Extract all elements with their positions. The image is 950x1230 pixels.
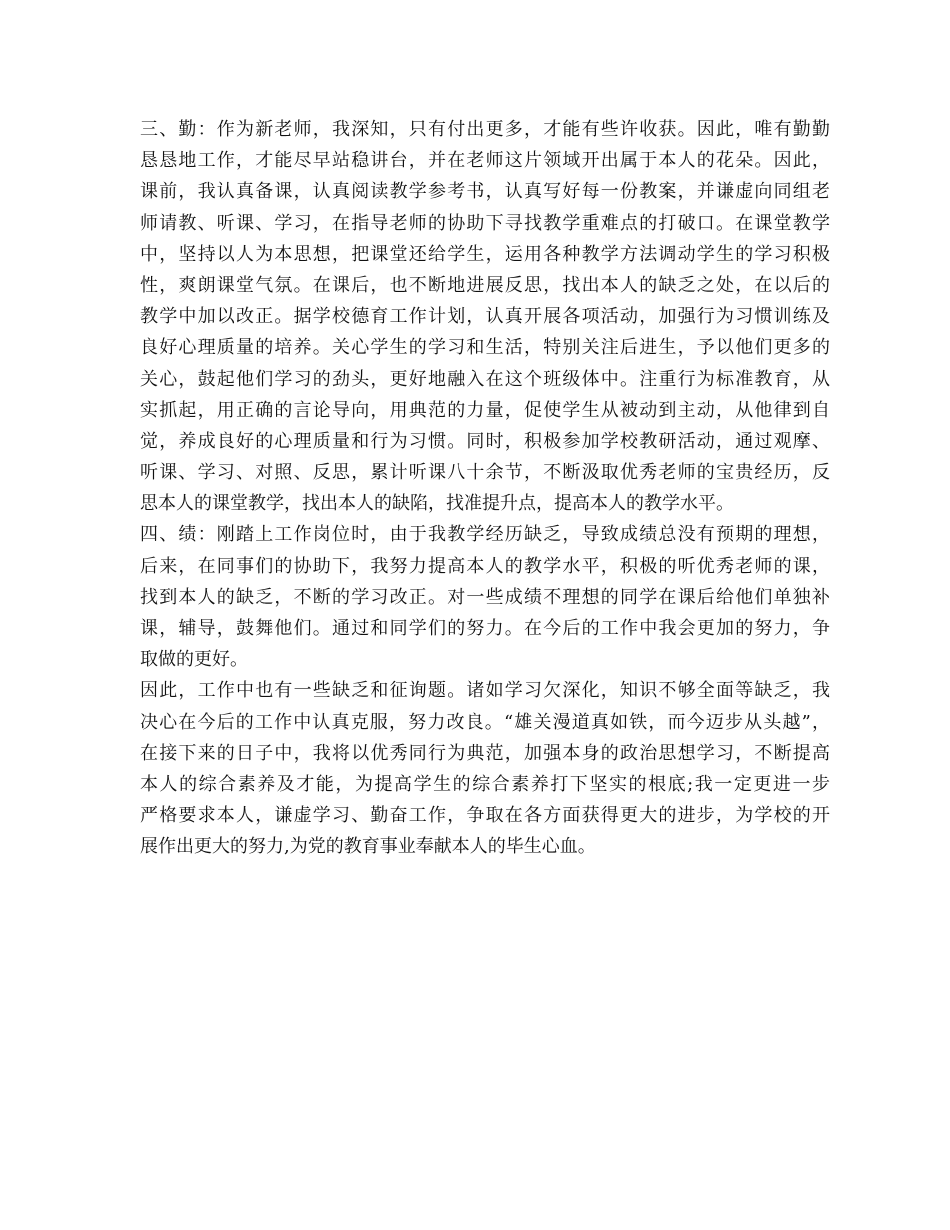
text-line: 良好心理质量的培养。关心学生的学习和生活，特别关注后进生，予以他们更多的 [140, 337, 830, 359]
text-line: 后来，在同事们的协助下，我努力提高本人的教学水平，积极的听优秀老师的课， [140, 555, 830, 577]
text-line: 恳恳地工作，才能尽早站稳讲台，并在老师这片领域开出属于本人的花朵。因此， [140, 150, 830, 172]
text-line: 本人的综合素养及才能，为提高学生的综合素养打下坚实的根底;我一定更进一步 [140, 773, 830, 795]
text-line: 在接下来的日子中，我将以优秀同行为典范，加强本身的政治思想学习，不断提高 [140, 742, 830, 764]
text-line: 课前，我认真备课，认真阅读教学参考书，认真写好每一份教案，并谦虚向同组老 [140, 181, 830, 203]
document-body [140, 114, 830, 863]
text-line: 关心，鼓起他们学习的劲头，更好地融入在这个班级体中。注重行为标准教育，从 [140, 368, 830, 390]
text-line: 思本人的课堂教学，找出本人的缺陷，找准提升点，提高本人的教学水平。 [140, 493, 734, 515]
text-line: 课，辅导，鼓舞他们。通过和同学们的努力。在今后的工作中我会更加的努力，争 [140, 618, 830, 639]
text-line: 性，爽朗课堂气氛。在课后，也不断地进展反思，找出本人的缺乏之处，在以后的 [140, 274, 830, 296]
text-line: 教学中加以改正。据学校德育工作计划，认真开展各项活动，加强行为习惯训练及 [140, 306, 830, 328]
text-line: 师请教、听课、学习，在指导老师的协助下寻找教学重难点的打破口。在课堂教学 [140, 212, 830, 234]
text-line: 取做的更好。 [140, 649, 248, 671]
text-line: 展作出更大的努力,为党的教育事业奉献本人的毕生心血。 [140, 836, 596, 858]
text-line: 因此，工作中也有一些缺乏和征询题。诸如学习欠深化，知识不够全面等缺乏，我 [140, 680, 830, 702]
text-line: 中，坚持以人为本思想，把课堂还给学生，运用各种教学方法调动学生的学习积极 [140, 243, 830, 265]
text-line: 四、绩：刚踏上工作岗位时，由于我教学经历缺乏，导致成绩总没有预期的理想， [140, 524, 830, 546]
text-line: 听课、学习、对照、反思，累计听课八十余节，不断汲取优秀老师的宝贵经历，反 [140, 462, 830, 484]
paragraph-conclusion [140, 675, 830, 862]
text-line: 实抓起，用正确的言论导向，用典范的力量，促使学生从被动到主动，从他律到自 [140, 399, 830, 421]
text-line: 严格要求本人，谦虚学习、勤奋工作，争取在各方面获得更大的进步，为学校的开 [140, 805, 830, 827]
paragraph-achievement [140, 519, 830, 675]
text-line: 三、勤：作为新老师，我深知，只有付出更多，才能有些许收获。因此，唯有勤勤 [140, 119, 830, 140]
paragraph-diligence [140, 114, 830, 519]
text-line: 觉，养成良好的心理质量和行为习惯。同时，积极参加学校教研活动，通过观摩、 [140, 430, 830, 452]
text-line: 决心在今后的工作中认真克服，努力改良。“雄关漫道真如铁，而今迈步从头越”， [140, 711, 830, 733]
text-line: 找到本人的缺乏，不断的学习改正。对一些成绩不理想的同学在课后给他们单独补 [140, 586, 830, 608]
